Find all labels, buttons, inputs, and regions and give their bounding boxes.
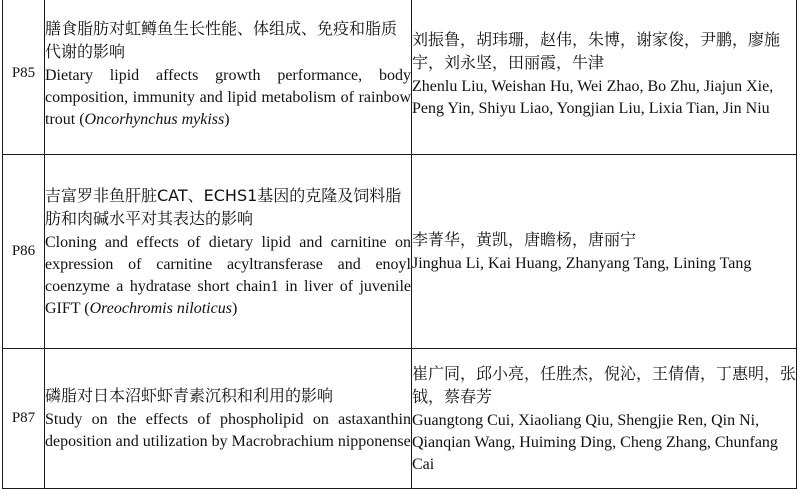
- paper-id: P86: [3, 155, 45, 349]
- paper-title-en-paren-close: ): [224, 110, 230, 128]
- paper-authors-cell: [412, 155, 797, 349]
- paper-title-cell: [45, 349, 412, 489]
- paper-title-cell: [45, 155, 412, 349]
- species-name: Oncorhynchus mykiss: [84, 110, 225, 128]
- authors-zh: 李菁华，黄凯，唐瞻杨，唐丽宁: [412, 230, 637, 249]
- table-row: [3, 0, 797, 155]
- paper-title-en-paren-close: ): [231, 299, 238, 317]
- paper-title-zh: 吉富罗非鱼肝脏CAT、ECHS1基因的克隆及饲料脂肪和肉碱水平对其表达的影响: [45, 185, 402, 228]
- paper-title-en-paren-open: (: [80, 299, 90, 317]
- paper-title-zh: 膳食脂肪对虹鳟鱼生长性能、体组成、免疫和脂质代谢的影响: [45, 18, 398, 61]
- table-row: [3, 155, 797, 349]
- paper-title-zh: 磷脂对日本沼虾虾青素沉积和利用的影响: [45, 386, 334, 405]
- table-row: [3, 349, 797, 489]
- paper-authors-cell: [412, 0, 797, 155]
- authors-zh: 刘振鲁，胡玮珊，赵伟，朱博，谢家俊，尹鹏，廖施宇，刘永坚，田丽霞，牛津: [412, 29, 781, 72]
- paper-id: P87: [3, 349, 45, 489]
- species-name: Oreochromis niloticus: [89, 299, 232, 317]
- authors-zh: 崔广同，邱小亮，任胜杰，倪沁，王倩倩，丁惠明，张钺，蔡春芳: [412, 363, 797, 406]
- paper-title-en-text: Cloning and effects of dietary lipid and carnitine on expression of carnitine acyltransferase and enoyl coenzyme a hydratase short chain1 in liver of juvenile GIFT: [45, 233, 411, 317]
- paper-title-cell: [45, 0, 412, 155]
- paper-title-en-text: Dietary lipid affects growth performance, body composition, immunity and lipid metabolism of rainbow trout: [45, 66, 411, 128]
- paper-title-en-paren-open: (: [75, 110, 85, 128]
- authors-en: Zhenlu Liu, Weishan Hu, Wei Zhao, Bo Zhu, Jiajun Xie, Peng Yin, Shiyu Liao, Yongjian Liu, Lixia Tian, Jin Niu: [412, 77, 774, 117]
- paper-id: P85: [3, 0, 45, 155]
- authors-en: Jinghua Li, Kai Huang, Zhanyang Tang, Lining Tang: [412, 255, 752, 272]
- paper-title-en: [45, 65, 411, 131]
- paper-title-en: Study on the effects of phospholipid on astaxanthin deposition and utilization by Macrobrachium nipponense: [45, 411, 411, 450]
- paper-authors-cell: [412, 349, 797, 489]
- authors-en: Guangtong Cui, Xiaoliang Qiu, Shengjie Ren, Qin Ni, Qianqian Wang, Huiming Ding, Cheng Zhang, Chunfang Cai: [412, 411, 778, 473]
- paper-listing-table: [2, 0, 797, 489]
- paper-title-en: [45, 232, 411, 320]
